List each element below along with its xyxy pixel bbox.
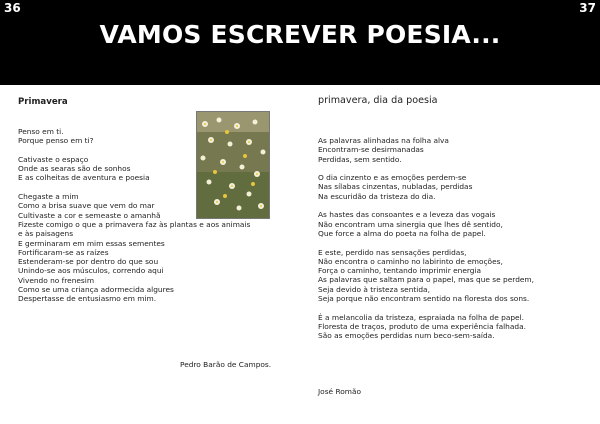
stanza: [318, 248, 588, 304]
poem-line: Fortificaram-se as raízes: [18, 247, 109, 257]
poem-line: Nas sílabas cinzentas, nubladas, perdidas: [318, 182, 473, 192]
poem-line: e às paisagens: [18, 229, 74, 239]
left-poem-author: Pedro Barão de Campos.: [180, 360, 272, 369]
stanza: [318, 173, 588, 201]
stanza: [318, 313, 588, 341]
page-title: VAMOS ESCREVER POESIA...: [99, 20, 501, 49]
stanza: [18, 127, 288, 146]
poem-line: Unindo-se aos músculos, correndo aqui: [18, 266, 164, 276]
poem-line: Estenderam-se por dentro do que sou: [18, 257, 159, 267]
stanza: [318, 136, 588, 164]
poem-line: Seja porque não encontram sentido na floresta dos sons.: [318, 294, 530, 304]
poem-line: E as colheitas de aventura e poesia: [18, 173, 150, 183]
poem-line: Penso em ti.: [18, 127, 64, 136]
poem-line: Cativaste o espaço: [18, 154, 89, 164]
poem-line: Perdidas, sem sentido.: [318, 154, 402, 164]
header-banner: [0, 0, 600, 85]
poem-line: Não encontram uma sinergia que lhes dê sentido,: [318, 219, 503, 229]
poem-line: São as emoções perdidas num beco-sem-saída.: [318, 331, 495, 341]
poem-line: Que force a alma do poeta na folha de papel.: [318, 228, 486, 238]
page-number-left: 36: [4, 1, 21, 15]
poem-line: Fizeste comigo o que a primavera faz às plantas e aos animais: [18, 219, 251, 229]
poem-line: Vivendo no frenesim: [18, 275, 95, 285]
poem-line: As palavras que saltam para o papel, mas que se perdem,: [318, 275, 534, 285]
poem-line: Na escuridão da tristeza do dia.: [318, 191, 436, 201]
stanza: [318, 210, 588, 238]
page-number-right: 37: [579, 1, 596, 15]
poem-line: Força o caminho, tentando imprimir energia: [318, 266, 482, 276]
left-poem-title: Primavera: [18, 97, 68, 107]
right-poem-author: José Romão: [318, 387, 362, 396]
poem-line: Floresta de traços, produto de uma experiência falhada.: [318, 321, 526, 331]
left-poem-body: [18, 127, 288, 313]
poem-line: Encontram-se desirmanadas: [318, 145, 424, 155]
poem-line: Seja devido à tristeza sentida,: [318, 284, 430, 294]
poem-line: É a melancolia da tristeza, espraiada na folha de papel.: [318, 312, 524, 322]
poem-line: Como a brisa suave que vem do mar: [18, 201, 155, 211]
poem-line: As hastes das consoantes e a leveza das vogais: [318, 210, 496, 220]
poem-line: Não encontra o caminho no labirinto de emoções,: [318, 256, 503, 266]
poem-line: Cultivaste a cor e semeaste o amanhã: [18, 210, 161, 220]
right-poem-title: primavera, dia da poesia: [318, 95, 438, 106]
poem-line: Como se uma criança adormecida algures: [18, 285, 174, 295]
poem-line: E germinaram em mim essas sementes: [18, 238, 165, 248]
stanza: [18, 155, 288, 183]
poem-line: O dia cinzento e as emoções perdem-se: [318, 173, 467, 183]
poem-line: Chegaste a mim: [18, 192, 79, 202]
poem-line: As palavras alinhadas na folha alva: [318, 136, 449, 145]
poem-line: Onde as searas são de sonhos: [18, 164, 131, 174]
stanza: [18, 192, 288, 304]
poem-line: Porque penso em ti?: [18, 136, 94, 146]
poem-line: Despertasse de entusiasmo em mim.: [18, 294, 157, 304]
poem-line: E este, perdido nas sensações perdidas,: [318, 247, 467, 257]
right-poem-body: [318, 136, 588, 350]
